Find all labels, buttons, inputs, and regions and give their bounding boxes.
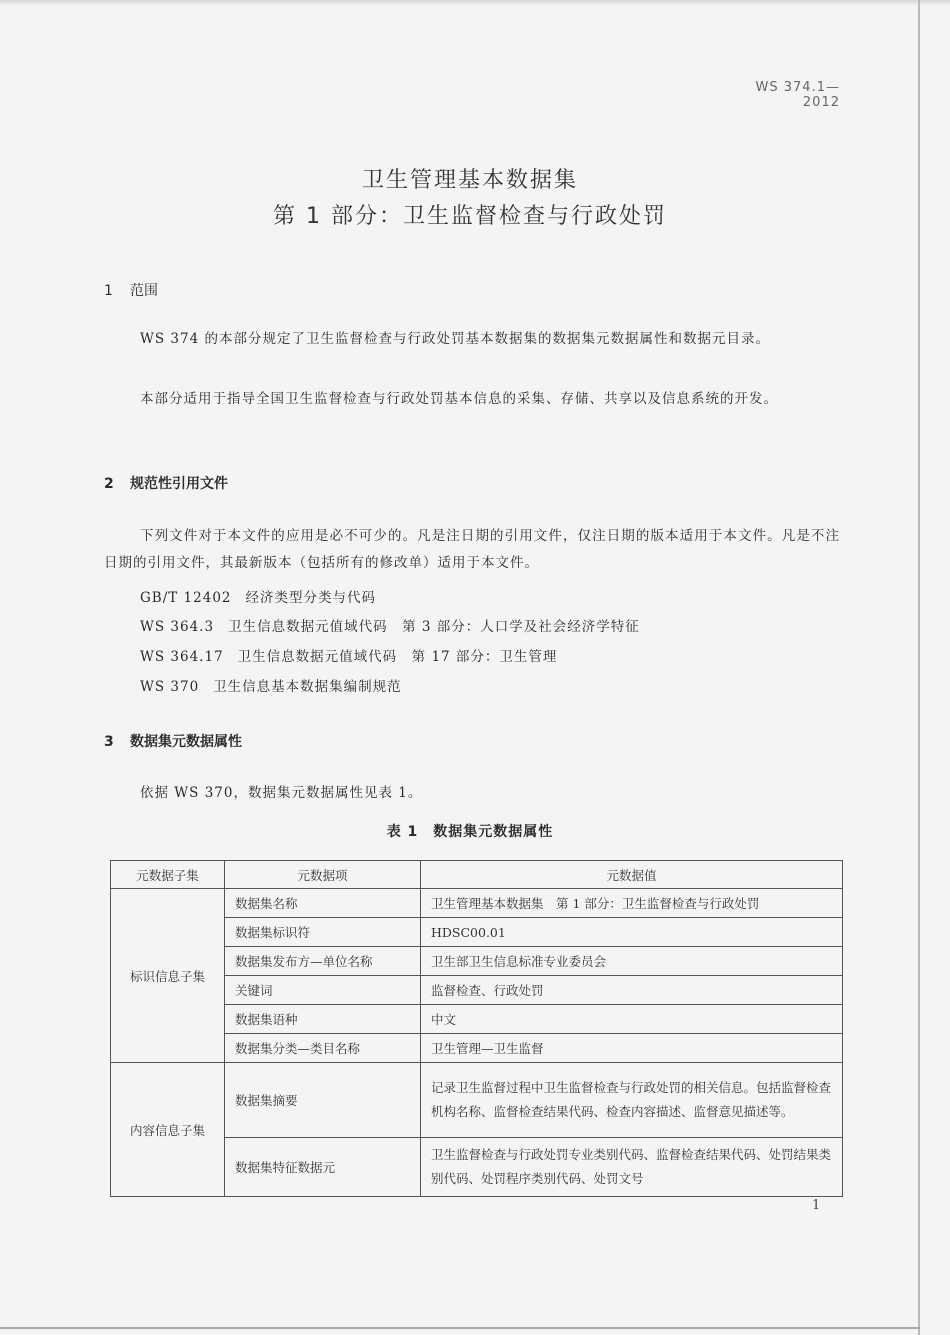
document-title-line2: 第 1 部分：卫生监督检查与行政处罚 <box>273 204 667 229</box>
section-1-heading <box>104 280 158 300</box>
table-header-row <box>111 861 843 889</box>
value-cell: 卫生管理基本数据集 第 1 部分：卫生监督检查与行政处罚 <box>421 889 843 918</box>
item-cell: 数据集标识符 <box>225 918 421 947</box>
reference-title: 经济类型分类与代码 <box>245 590 376 606</box>
item-cell: 关键词 <box>225 976 421 1005</box>
reference-code: GB/T 12402 <box>140 590 232 606</box>
section-1-paragraph-1: WS 374 的本部分规定了卫生监督检查与行政处罚基本数据集的数据集元数据属性和数据元目录。 <box>140 331 770 347</box>
reference-item <box>140 675 402 695</box>
reference-code: WS 370 <box>140 679 200 695</box>
section-3-number: 3 <box>104 734 114 750</box>
column-header: 元数据值 <box>421 861 843 889</box>
column-header: 元数据子集 <box>111 861 225 889</box>
section-2-paragraph-1: 下列文件对于本文件的应用是必不可少的。凡是注日期的引用文件，仅注日期的版本适用于本文件。凡是不注日期的引用文件，其最新版本（包括所有的修改单）适用于本文件。 <box>104 528 840 571</box>
subset-name-cell: 标识信息子集 <box>111 889 225 1063</box>
section-1-title: 范围 <box>130 283 158 299</box>
table-caption: 表 1 数据集元数据属性 <box>386 824 554 840</box>
standard-code: WS 374.1—2012 <box>755 80 840 110</box>
value-cell: 卫生管理—卫生监督 <box>421 1034 843 1063</box>
page-right-edge <box>918 0 920 1335</box>
reference-title: 卫生信息数据元值域代码 第 3 部分：人口学及社会经济学特征 <box>228 619 640 635</box>
document-title-line1: 卫生管理基本数据集 <box>361 168 578 193</box>
value-cell: 卫生部卫生信息标准专业委员会 <box>421 947 843 976</box>
table-row <box>111 1063 843 1138</box>
value-cell: HDSC00.01 <box>421 918 843 947</box>
column-header: 元数据项 <box>225 861 421 889</box>
scan-top-shadow <box>0 0 950 6</box>
reference-code: WS 364.17 <box>140 649 224 665</box>
value-cell: 记录卫生监督过程中卫生监督检查与行政处罚的相关信息。包括监督检查机构名称、监督检查结果代码、检查内容描述、监督意见描述等。 <box>421 1063 843 1138</box>
section-2-heading <box>104 473 228 493</box>
reference-code: WS 364.3 <box>140 619 215 635</box>
table-row <box>111 889 843 918</box>
section-3-title: 数据集元数据属性 <box>130 734 242 750</box>
item-cell: 数据集名称 <box>225 889 421 918</box>
page-bottom-edge <box>0 1327 920 1329</box>
metadata-table <box>110 860 843 1197</box>
item-cell: 数据集语种 <box>225 1005 421 1034</box>
item-cell: 数据集发布方—单位名称 <box>225 947 421 976</box>
page-number: 1 <box>812 1198 821 1213</box>
item-cell: 数据集特征数据元 <box>225 1138 421 1197</box>
reference-item <box>140 586 376 606</box>
value-cell: 卫生监督检查与行政处罚专业类别代码、监督检查结果代码、处罚结果类别代码、处罚程序类别代码、处罚文号 <box>421 1138 843 1197</box>
section-3-paragraph-1: 依据 WS 370，数据集元数据属性见表 1。 <box>140 785 423 801</box>
section-2-title: 规范性引用文件 <box>130 476 228 492</box>
reference-title: 卫生信息基本数据集编制规范 <box>213 679 402 695</box>
item-cell: 数据集分类—类目名称 <box>225 1034 421 1063</box>
section-2-number: 2 <box>104 476 114 492</box>
subset-name-cell: 内容信息子集 <box>111 1063 225 1197</box>
reference-title: 卫生信息数据元值域代码 第 17 部分：卫生管理 <box>237 649 558 665</box>
item-cell: 数据集摘要 <box>225 1063 421 1138</box>
section-1-number: 1 <box>104 283 113 299</box>
value-cell: 监督检查、行政处罚 <box>421 976 843 1005</box>
reference-item <box>140 615 640 635</box>
value-cell: 中文 <box>421 1005 843 1034</box>
section-3-heading <box>104 731 242 751</box>
reference-item <box>140 645 557 665</box>
section-1-paragraph-2: 本部分适用于指导全国卫生监督检查与行政处罚基本信息的采集、存储、共享以及信息系统的开发。 <box>140 391 778 407</box>
